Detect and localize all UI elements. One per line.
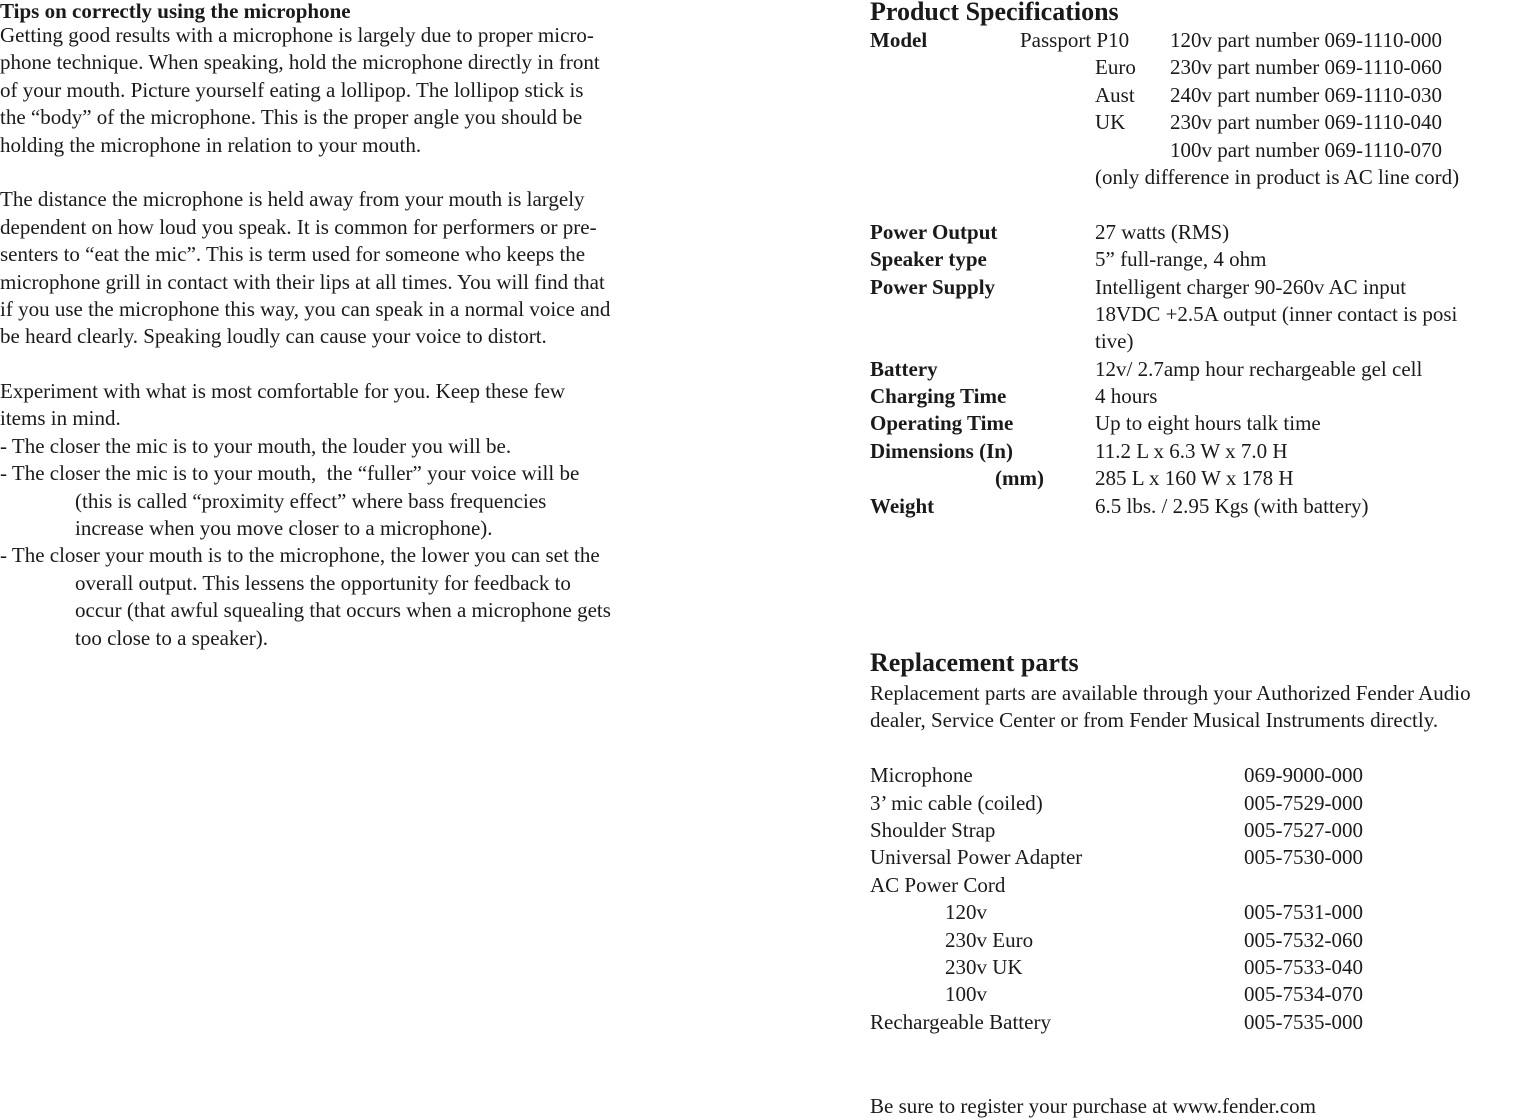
spec-label: Speaker type (870, 247, 987, 272)
tips-paragraph-2 (0, 186, 690, 350)
part-name: Universal Power Adapter (870, 845, 1083, 870)
model-row (870, 82, 1532, 109)
spec-row-operating-time (870, 410, 1532, 437)
spec-value: 11.2 L x 6.3 W x 7.0 H (1095, 438, 1288, 463)
text-line: be heard clearly. Speaking loudly can cause your voice to distort. (0, 324, 547, 349)
spec-row-power-supply-cont (870, 301, 1532, 328)
spec-value: 6.5 lbs. / 2.95 Kgs (with battery) (1095, 493, 1369, 518)
part-number: 005-7529-000 (1244, 790, 1363, 815)
model-note: (only difference in product is AC line cord) (1095, 164, 1460, 189)
tips-paragraph-3 (0, 378, 690, 652)
register-note: Be sure to register your purchase at www.fender.com (870, 1094, 1316, 1118)
spec-row-dimensions-mm (870, 465, 1532, 492)
bullet-item: - The closer the mic is to your mouth, the louder you will be. (0, 433, 512, 458)
model-part: 230v part number 069-1110-060 (1170, 55, 1442, 80)
replacement-block (870, 680, 1532, 1036)
model-region: UK (1095, 110, 1126, 135)
part-row (870, 817, 1532, 844)
replacement-heading: Replacement parts (870, 648, 1079, 677)
text-line: The distance the microphone is held away from your mouth is largely (0, 187, 585, 212)
part-name: Microphone (870, 763, 973, 788)
spec-value: 12v/ 2.7amp hour rechargeable gel cell (1095, 356, 1423, 381)
part-row (870, 1009, 1532, 1036)
parts-list (870, 762, 1532, 1036)
spec-row-speaker-type (870, 246, 1532, 273)
part-row (870, 954, 1532, 981)
spec-value: Intelligent charger 90-260v AC input (1095, 274, 1407, 299)
text-line: Replacement parts are available through your Authorized Fender Audio (870, 681, 1471, 705)
part-row (870, 899, 1532, 926)
model-row (870, 137, 1532, 164)
part-number: 005-7530-000 (1244, 845, 1363, 870)
text-line: of your mouth. Picture yourself eating a lollipop. The lollipop stick is (0, 77, 584, 102)
model-row (870, 27, 1532, 54)
spec-table (870, 219, 1532, 520)
spec-label: Weight (870, 493, 935, 518)
spec-row-dimensions-in (870, 438, 1532, 465)
text-line: if you use the microphone this way, you can speak in a normal voice and (0, 296, 611, 321)
part-name: Rechargeable Battery (870, 1009, 1051, 1034)
text-line: items in mind. (0, 406, 121, 431)
spec-value: 285 L x 160 W x 178 H (1095, 466, 1294, 491)
part-name: 120v (945, 900, 987, 925)
spec-label: Power Supply (870, 274, 996, 299)
text-line: dealer, Service Center or from Fender Musical Instruments directly. (870, 708, 1439, 733)
spec-row-weight (870, 493, 1532, 520)
spec-label: Charging Time (870, 384, 1007, 409)
part-number: 005-7534-070 (1244, 982, 1363, 1007)
text-line: Experiment with what is most comfortable for you. Keep these few (0, 379, 566, 404)
model-name: Passport P10 (1020, 28, 1130, 52)
model-part: 100v part number 069-1110-070 (1170, 137, 1442, 162)
spec-value: Up to eight hours talk time (1095, 411, 1321, 436)
part-row (870, 872, 1532, 899)
part-row (870, 790, 1532, 817)
model-part: 230v part number 069-1110-040 (1170, 110, 1442, 135)
spec-value: 5” full-range, 4 ohm (1095, 247, 1267, 272)
spec-label: Power Output (870, 219, 998, 244)
model-part: 120v part number 069-1110-000 (1170, 28, 1442, 52)
bullet-continuation: too close to a speaker). (75, 625, 269, 650)
text-line: senters to “eat the mic”. This is term used for someone who keeps the (0, 242, 586, 267)
bullet-continuation: increase when you move closer to a microphone). (75, 516, 493, 541)
bullet-continuation: (this is called “proximity effect” where bass frequencies (75, 488, 547, 513)
part-row (870, 844, 1532, 871)
spec-value: 27 watts (RMS) (1095, 219, 1230, 244)
tips-heading: Tips on correctly using the microphone (0, 0, 351, 23)
spec-value: 4 hours (1095, 384, 1158, 409)
part-row (870, 762, 1532, 789)
spec-row-battery (870, 356, 1532, 383)
text-line: holding the microphone in relation to your mouth. (0, 132, 422, 157)
part-name: AC Power Cord (870, 872, 1006, 897)
part-number: 005-7535-000 (1244, 1009, 1363, 1034)
tips-column (0, 0, 690, 652)
part-name: Shoulder Strap (870, 817, 996, 842)
spec-value: 18VDC +2.5A output (inner contact is posi (1095, 301, 1458, 326)
bullet-continuation: overall output. This lessens the opportunity for feedback to (75, 570, 571, 595)
spec-label: Dimensions (In) (870, 438, 1013, 463)
spec-row-power-supply-cont (870, 328, 1532, 355)
model-note-row (870, 164, 1532, 191)
model-part: 240v part number 069-1110-030 (1170, 82, 1442, 107)
part-row (870, 981, 1532, 1008)
spec-label: Model (870, 28, 928, 52)
model-region: Aust (1095, 82, 1135, 107)
spec-row-charging-time (870, 383, 1532, 410)
text-line: the “body” of the microphone. This is the proper angle you should be (0, 105, 583, 130)
text-line: phone technique. When speaking, hold the microphone directly in front (0, 50, 600, 75)
spec-value: tive) (1095, 329, 1134, 354)
text-line: Getting good results with a microphone is largely due to proper micro- (0, 23, 594, 47)
text-line: microphone grill in contact with their lips at all times. You will find that (0, 269, 605, 294)
part-name: 100v (945, 982, 987, 1007)
part-number: 069-9000-000 (1244, 763, 1363, 788)
part-name: 3’ mic cable (coiled) (870, 790, 1043, 815)
part-number: 005-7527-000 (1244, 817, 1363, 842)
spec-label: Battery (870, 356, 938, 381)
spec-label: Operating Time (870, 411, 1014, 436)
part-row (870, 927, 1532, 954)
model-block (870, 27, 1532, 191)
text-line: dependent on how loud you speak. It is common for performers or pre- (0, 214, 597, 239)
part-number: 005-7533-040 (1244, 954, 1363, 979)
part-number: 005-7531-000 (1244, 900, 1363, 925)
bullet-item: - The closer your mouth is to the microphone, the lower you can set the (0, 543, 600, 568)
tips-paragraph-1 (0, 22, 690, 159)
model-row (870, 54, 1532, 81)
specs-heading: Product Specifications (870, 0, 1119, 26)
bullet-continuation: occur (that awful squealing that occurs when a microphone gets (75, 598, 611, 623)
spec-label: (mm) (995, 466, 1044, 491)
spec-row-power-output (870, 219, 1532, 246)
bullet-item: - The closer the mic is to your mouth, the “fuller” your voice will be (0, 461, 580, 486)
model-region: Euro (1095, 55, 1136, 80)
part-name: 230v Euro (945, 927, 1034, 952)
spec-row-power-supply (870, 274, 1532, 301)
part-name: 230v UK (945, 954, 1023, 979)
specs-column (870, 0, 1532, 1118)
model-row (870, 109, 1532, 136)
part-number: 005-7532-060 (1244, 927, 1363, 952)
